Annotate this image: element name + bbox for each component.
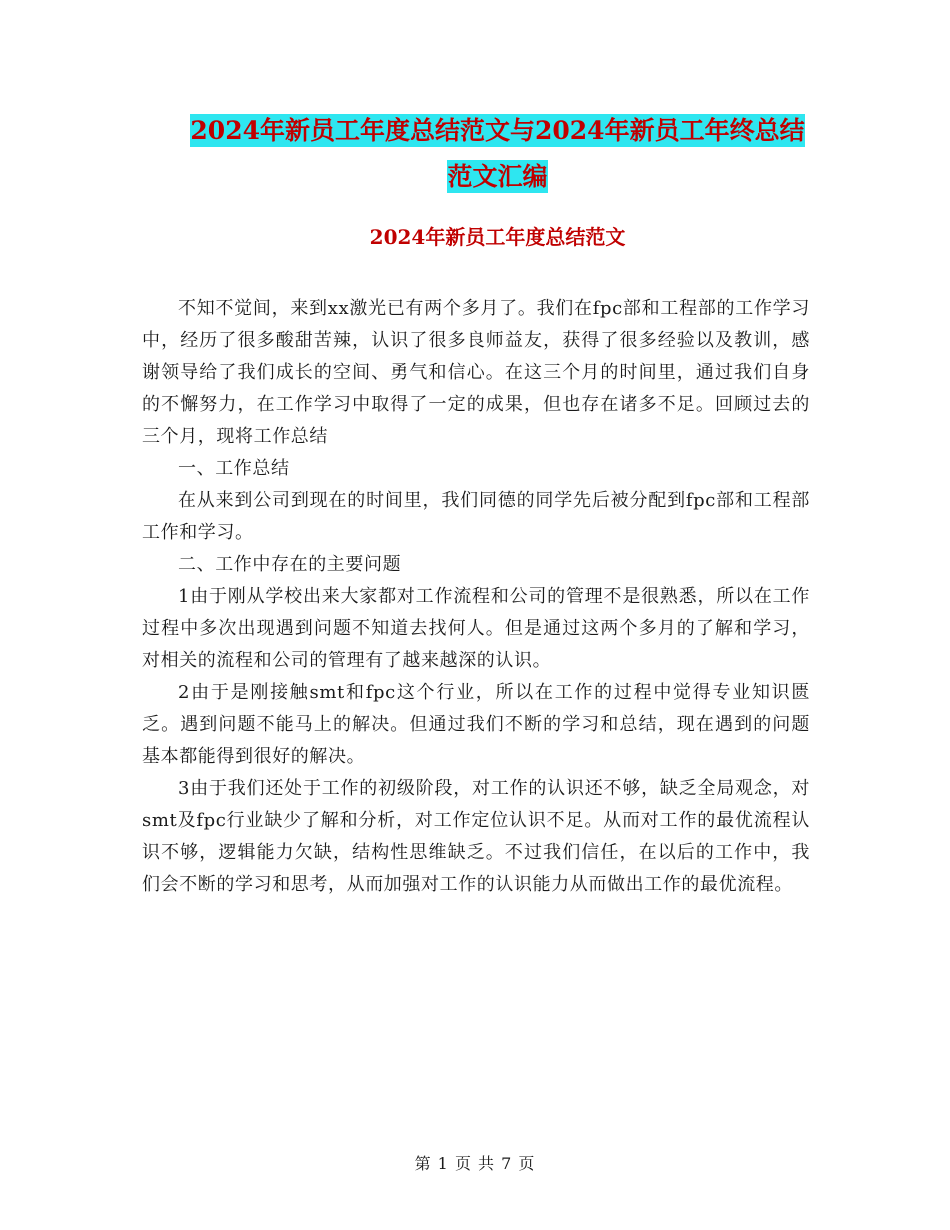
document-title-line-1: 2024年新员工年度总结范文与2024年新员工年终总结 (190, 116, 805, 145)
paragraph-problem-1: 1由于刚从学校出来大家都对工作流程和公司的管理不是很熟悉，所以在工作过程中多次出现遇到问题不知道去找何人。但是通过这两个多月的了解和学习，对相关的流程和公司的管理有了越来越深的认识。 (142, 586, 810, 671)
paragraph-work-summary: 在从来到公司到现在的时间里，我们同德的同学先后被分配到fpc部和工程部工作和学习。 (142, 490, 810, 543)
heading-main-problems: 二、工作中存在的主要问题 (178, 554, 402, 575)
heading-work-summary: 一、工作总结 (178, 458, 290, 479)
paragraph-problem-2: 2由于是刚接触smt和fpc这个行业，所以在工作的过程中觉得专业知识匮乏。遇到问题不能马上的解决。但通过我们不断的学习和总结，现在遇到的问题基本都能得到很好的解决。 (142, 682, 810, 767)
paragraph-problem-3: 3由于我们还处于工作的初级阶段，对工作的认识还不够，缺乏全局观念，对smt及fpc行业缺少了解和分析，对工作定位认识不足。从而对工作的最优流程认识不够，逻辑能力欠缺，结构性思维缺乏。不过我们信任，在以后的工作中，我们会不断的学习和思考，从而加强对工作的认识能力从而做出工作的最优流程。 (142, 778, 810, 895)
section-title: 2024年新员工年度总结范文 (369, 225, 626, 249)
paragraph-intro: 不知不觉间，来到xx激光已有两个多月了。我们在fpc部和工程部的工作学习中，经历了很多酸甜苦辣，认识了很多良师益友，获得了很多经验以及教训，感谢领导给了我们成长的空间、勇气和信心。在这三个月的时间里，通过我们自身的不懈努力，在工作学习中取得了一定的成果，但也存在诸多不足。回顾过去的三个月，现将工作总结 (142, 298, 810, 447)
page-footer: 第 1 页 共 7 页 (414, 1154, 536, 1173)
document-title-line-2: 范文汇编 (447, 162, 548, 191)
document-title (140, 108, 855, 200)
document-body (142, 293, 810, 901)
